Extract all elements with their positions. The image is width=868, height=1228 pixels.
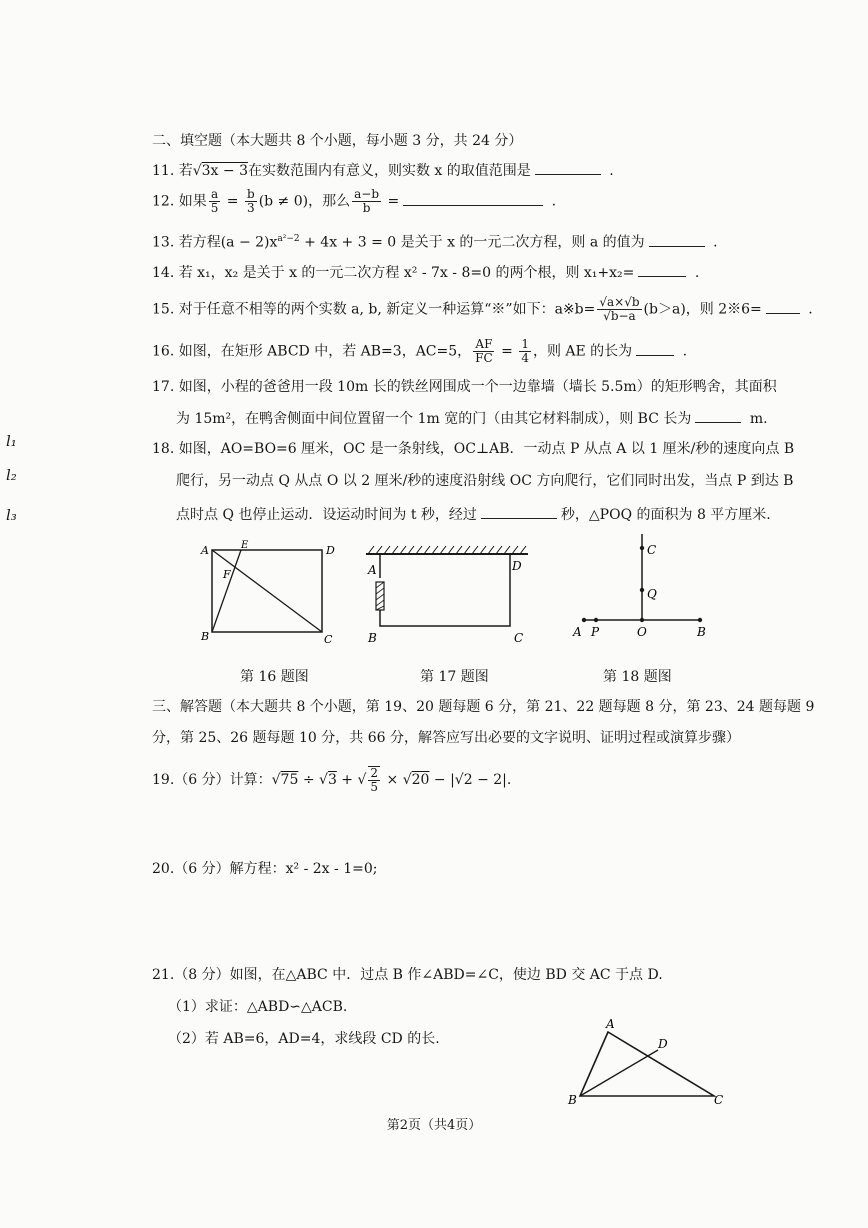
answer-blank (636, 341, 674, 356)
label-c: C (324, 633, 333, 646)
radical: √3 (319, 772, 337, 788)
radical: √75 (271, 772, 299, 788)
triangle-abc (580, 1032, 714, 1096)
fraction: $\frac{a-b}{b}$ (354, 187, 380, 215)
fence (380, 554, 510, 626)
label-d: D (512, 559, 522, 573)
figure-16 (196, 536, 346, 648)
radical: √3x − 3 (192, 163, 248, 179)
fraction: $\frac{2}{5}$ (370, 766, 379, 794)
label-c: C (514, 631, 524, 645)
question-21-line1: 21.（8 分）如图，在△ABC 中．过点 B 作∠ABD=∠C，使边 BD 交 AC 于点 D. (152, 967, 663, 983)
question-18-line1: 18. 如图，AO=BO=6 厘米，OC 是一条射线，OC⊥AB．一动点 P 从点 A 以 1 厘米/秒的速度向点 B (152, 441, 795, 457)
label-c: C (647, 543, 657, 557)
answer-blank (695, 408, 741, 423)
figure-21 (562, 1018, 732, 1112)
margin-mark-l2: l₂ (6, 466, 17, 484)
segment-bd (580, 1050, 658, 1096)
fraction: $\frac{√a\times√b}{√b-a}$ (599, 295, 640, 323)
question-11: 11. 若√3x − 3在实数范围内有意义，则实数 x 的取值范围是 . (152, 160, 614, 180)
label-b: B (568, 1093, 577, 1107)
question-17-line2: 为 15m²，在鸭舍侧面中间位置留一个 1m 宽的门（由其它材料制成），则 BC 长为 m. (176, 408, 768, 428)
section2-heading: 二、填空题（本大题共 8 个小题，每小题 3 分，共 24 分） (152, 133, 523, 149)
label-b: B (697, 625, 706, 639)
question-15: 15. 对于任意不相等的两个实数 a, b, 新定义一种运算“※”如下：a※b= $\frac{√a\times√b}{√b-a}$ (b＞a)，则 2※6= . (152, 295, 813, 323)
question-19: 19.（6 分）计算：√75 ÷ √3 + √ $\frac{2}{5}$ × √20 − |√2 − 2|. (152, 766, 512, 794)
answer-blank (481, 504, 557, 519)
section3-heading-line1: 三、解答题（本大题共 8 个小题，第 19、20 题每题 6 分，第 21、22 题每题 8 分，第 23、24 题每题 9 (152, 699, 815, 715)
radical: √20 (402, 772, 430, 788)
diagonal-ac (212, 550, 322, 632)
margin-mark-l3: l₃ (6, 506, 17, 524)
segment-be (212, 550, 241, 632)
section3-heading-line2: 分，第 25、26 题每题 10 分，共 66 分，解答应写出必要的文字说明、证明过程或演算步骤） (152, 730, 740, 746)
question-16: 16. 如图，在矩形 ABCD 中，若 AB=3，AC=5， $\frac{AF}{FC}$ = $\frac{1}{4}$ ，则 AE 的长为 . (152, 337, 688, 365)
label-d: D (326, 544, 335, 557)
wall-hatching (368, 546, 526, 554)
label-o: O (637, 625, 647, 639)
answer-blank (403, 191, 543, 206)
door (376, 582, 384, 610)
answer-blank (766, 299, 800, 314)
label-d: D (658, 1037, 668, 1051)
answer-blank (649, 232, 705, 247)
figure-17 (362, 542, 534, 646)
margin-mark-l1: l₁ (6, 432, 17, 450)
label-f: F (223, 568, 231, 581)
caption-fig17: 第 17 题图 (420, 669, 489, 685)
question-12: 12. 如果 $\frac{a}{5}$ = $\frac{b}{3}$ (b ≠ 0)，那么 $\frac{a-b}{b}$ = . (152, 187, 557, 215)
answer-blank (535, 160, 601, 175)
question-13: 13. 若方程$(a - 2)x^{a^2-2} + 4x + 3 = 0$ 是关于 x 的一元二次方程，则 a 的值为 . (152, 230, 718, 252)
question-20: 20.（6 分）解方程：x² - 2x - 1=0; (152, 861, 378, 877)
door-hatching (376, 582, 384, 610)
fraction: $\frac{a}{5}$ (210, 187, 219, 215)
caption-fig18: 第 18 题图 (603, 669, 672, 685)
radical: √ (357, 772, 367, 788)
page-footer: 第2页（共4页） (386, 1118, 482, 1133)
question-21-part2: （2）若 AB=6，AD=4，求线段 CD 的长. (168, 1031, 440, 1047)
label-b: B (201, 630, 210, 643)
question-17-line1: 17. 如图，小程的爸爸用一段 10m 长的铁丝网围成一个一边靠墙（墙长 5.5m）的矩形鸭舍，其面积 (152, 379, 777, 395)
label-a: A (368, 563, 377, 577)
question-18-line3: 点时点 Q 也停止运动．设运动时间为 t 秒，经过 秒，△POQ 的面积为 8 平方厘米. (176, 504, 771, 524)
label-c: C (714, 1093, 724, 1107)
label-q: Q (647, 587, 657, 601)
label-e: E (241, 540, 249, 551)
label-a: A (201, 544, 209, 557)
label-a: A (606, 1018, 615, 1031)
question-21-part1: （1）求证：△ABD∽△ACB. (168, 999, 348, 1015)
fraction: $\frac{1}{4}$ (521, 337, 529, 365)
answer-blank (638, 262, 686, 277)
figure-18 (566, 530, 716, 644)
label-a: A (573, 625, 582, 639)
question-18-line2: 爬行，另一动点 Q 从点 O 以 2 厘米/秒的速度沿射线 OC 方向爬行，它们同时出发，当点 P 到达 B (176, 473, 794, 489)
caption-fig16: 第 16 题图 (240, 669, 309, 685)
question-14: 14. 若 x₁，x₂ 是关于 x 的一元二次方程 x² - 7x - 8=0 的两个根，则 x₁+x₂= . (152, 262, 699, 282)
label-b: B (368, 631, 377, 645)
label-p: P (591, 625, 600, 639)
fraction: $\frac{b}{3}$ (247, 187, 255, 215)
fraction: $\frac{AF}{FC}$ (475, 337, 493, 365)
